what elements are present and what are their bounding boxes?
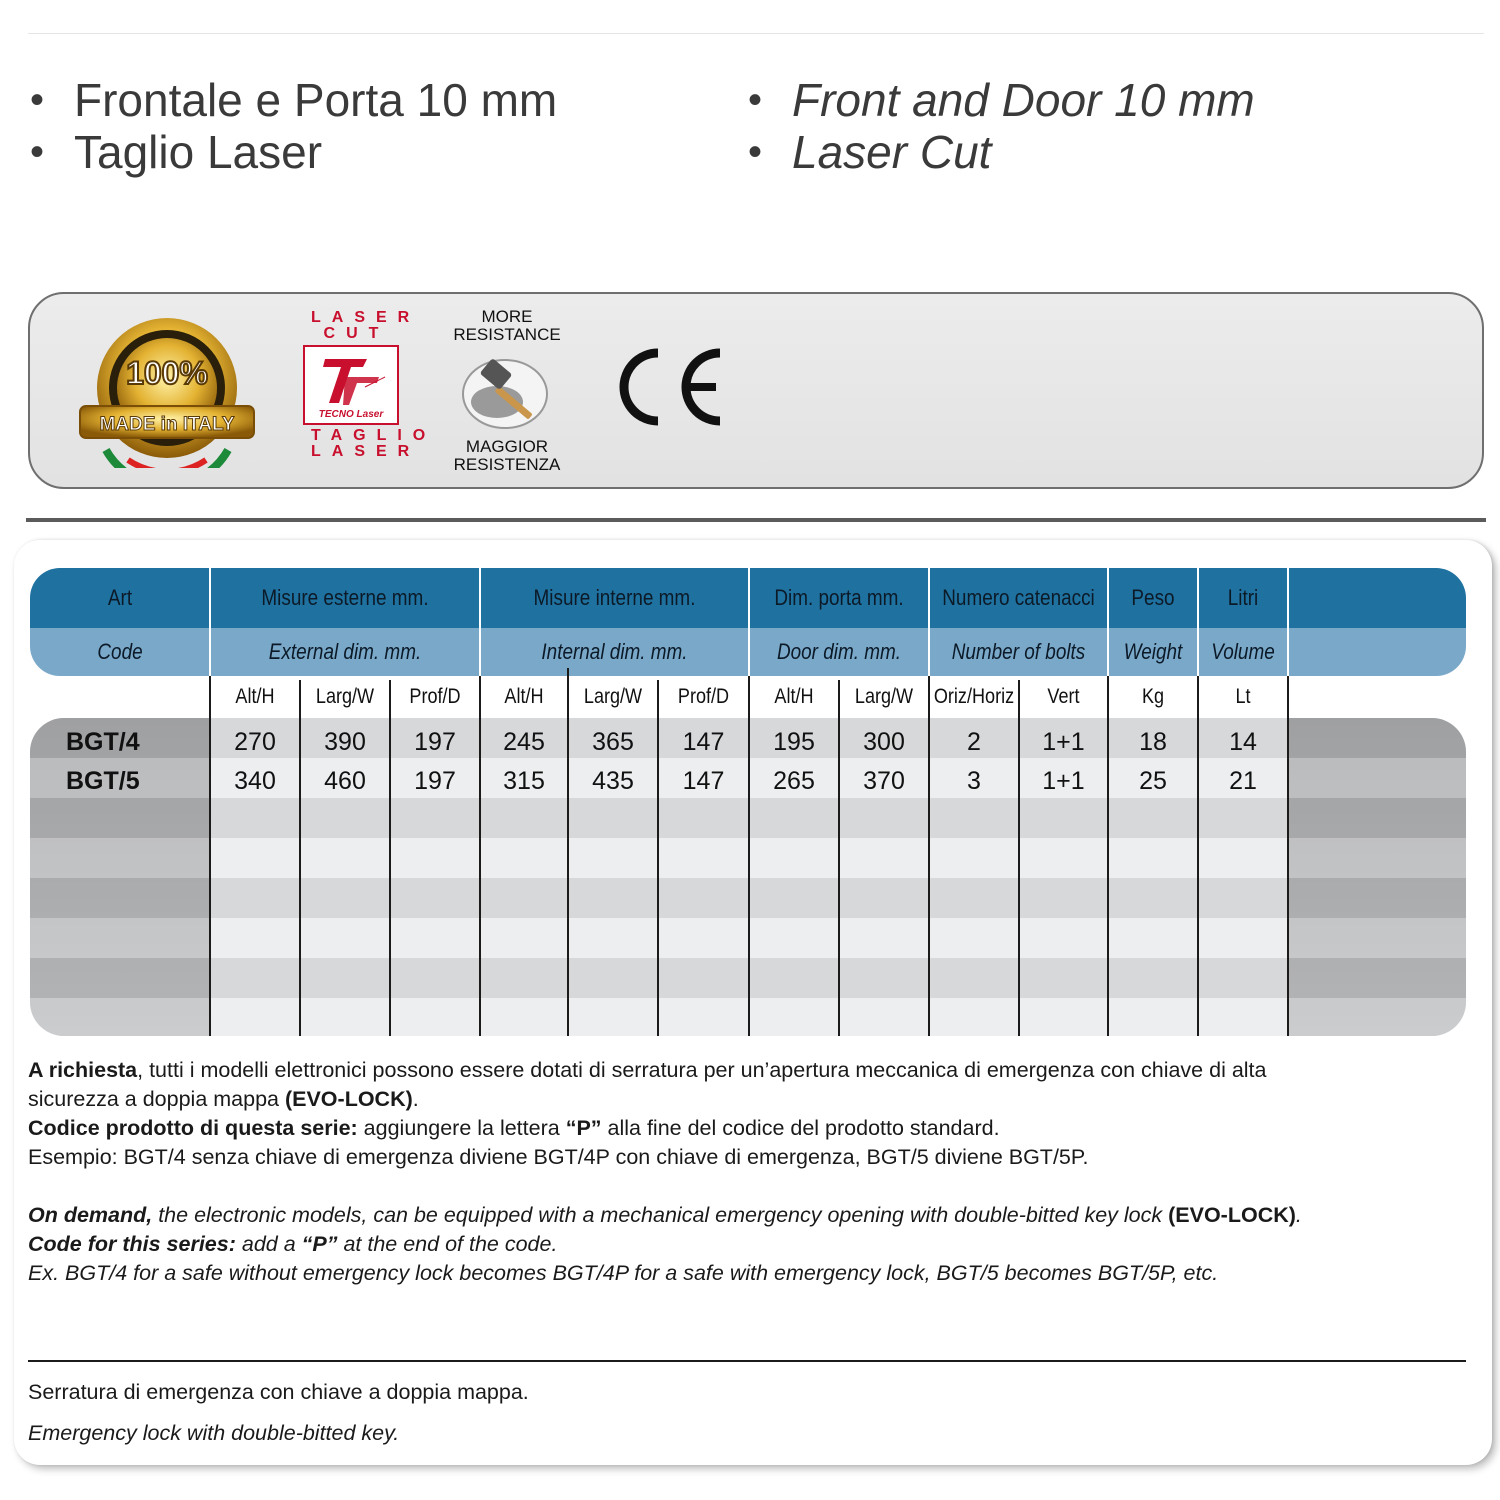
- table-cell: 3: [967, 766, 981, 795]
- column-rule: [1018, 680, 1020, 1036]
- top-rule: [28, 33, 1484, 34]
- badge-percent: 100%: [126, 355, 208, 391]
- column-rule: [748, 568, 750, 1036]
- note-it-1-bold: A richiesta: [28, 1058, 138, 1082]
- features-italian: [30, 74, 557, 178]
- laser-cut-logo: [300, 309, 437, 460]
- resistance-it-1: MAGGIOR: [465, 437, 549, 456]
- cap-stripe: [30, 998, 210, 1036]
- note-en-2-text: add a: [235, 1232, 302, 1256]
- note-it-3: Esempio: BGT/4 senza chiave di emergenza diviene BGT/4P con chiave di emergenza, BGT/5 diviene BGT/5P.: [28, 1145, 1089, 1169]
- cap-stripe: [1288, 718, 1466, 758]
- resistance-it-2: RESISTENZA: [453, 455, 561, 474]
- feature-text: Frontale e Porta 10 mm: [74, 74, 558, 126]
- column-rule: [299, 680, 301, 1036]
- cap-stripe: [1288, 918, 1466, 958]
- table-cell: 390: [324, 727, 366, 756]
- note-en-2-bold: Code for this series:: [28, 1232, 236, 1256]
- feature-item: [748, 126, 1255, 178]
- subheader-10: Kg: [1141, 685, 1165, 708]
- header-en-0: Code: [97, 639, 143, 664]
- bullet: •: [748, 130, 763, 174]
- feature-item: [30, 74, 557, 126]
- row-code: BGT/4: [66, 727, 140, 756]
- column-rule: [1197, 568, 1199, 1036]
- feature-item: [30, 126, 557, 178]
- header-it-2: Misure interne mm.: [533, 585, 696, 610]
- table-cell: 265: [773, 766, 815, 795]
- table-cell: 365: [592, 727, 634, 756]
- note-it-2-end: alla fine del codice del prodotto standard.: [601, 1116, 1000, 1140]
- footer-italian: Serratura di emergenza con chiave a doppia mappa.: [28, 1380, 529, 1404]
- note-it-2-letter: “P”: [565, 1116, 602, 1140]
- table-cell: 197: [414, 727, 456, 756]
- row-code: BGT/5: [66, 766, 140, 795]
- table-cell: 300: [863, 727, 905, 756]
- table-cell: 14: [1229, 727, 1257, 756]
- cap-stripe: [30, 918, 210, 958]
- badge-label: MADE in ITALY: [99, 414, 235, 435]
- table-cell: 340: [234, 766, 276, 795]
- table-cell: 270: [234, 727, 276, 756]
- table-cell: 21: [1229, 766, 1257, 795]
- note-en-2: [28, 1230, 1328, 1259]
- header-it-3: Dim. porta mm.: [774, 585, 904, 610]
- table-cell: 197: [414, 766, 456, 795]
- table-cell: 245: [503, 727, 545, 756]
- note-it-2-text: aggiungere la lettera: [357, 1116, 566, 1140]
- table-cell: 315: [503, 766, 545, 795]
- bullet: •: [30, 78, 45, 122]
- note-it-1: [28, 1056, 1328, 1114]
- header-en-3: Door dim. mm.: [776, 639, 902, 664]
- table-cell: 147: [682, 727, 725, 756]
- cap-stripe: [1288, 758, 1466, 798]
- subheader-6: Alt/H: [774, 685, 814, 708]
- subheader-9: Vert: [1047, 685, 1080, 708]
- note-it-1-end: .: [412, 1087, 419, 1111]
- resistance-en-1: MORE: [481, 307, 533, 326]
- laser-top-2: CUT: [323, 325, 390, 342]
- hammer-icon: [457, 346, 557, 432]
- cap-stripe: [30, 798, 210, 838]
- subheader-3: Alt/H: [504, 685, 544, 708]
- notes-section: [28, 1056, 1328, 1288]
- table-cell: 460: [324, 766, 366, 795]
- column-rule: [1107, 568, 1109, 1036]
- laser-bottom-2: LASER: [311, 443, 421, 460]
- column-rule: [389, 680, 391, 1036]
- header-it-1: Misure esterne mm.: [261, 585, 429, 610]
- subheader-1: Larg/W: [315, 685, 375, 708]
- note-en-3: Ex. BGT/4 for a safe without emergency lock becomes BGT/4P for a safe with emergency lock, BGT/5 becomes BGT/5P, etc.: [28, 1261, 1219, 1285]
- feature-text: Laser Cut: [792, 126, 992, 178]
- cap-stripe: [1288, 998, 1466, 1036]
- tecno-laser-mark: [303, 345, 399, 425]
- note-en-2-end: at the end of the code.: [337, 1232, 558, 1256]
- note-en-1-end: .: [1295, 1203, 1302, 1227]
- subheader-11: Lt: [1235, 685, 1251, 708]
- table-cell: 195: [773, 727, 815, 756]
- note-it-2: [28, 1114, 1328, 1143]
- header-it-5: Peso: [1131, 585, 1175, 610]
- tecno-laser-icon: [305, 347, 397, 423]
- subheader-4: Larg/W: [583, 685, 643, 708]
- header-en-5: Weight: [1123, 639, 1183, 664]
- section-separator: [26, 518, 1486, 522]
- table-right-cap: [1288, 718, 1466, 1036]
- column-rule: [928, 568, 930, 1036]
- subheader-5: Prof/D: [677, 685, 730, 708]
- tecno-laser-brand: TECNO Laser: [318, 409, 384, 420]
- table-cell: 2: [967, 727, 981, 756]
- note-en-2-letter: “P”: [301, 1232, 338, 1256]
- table-cell: 435: [592, 766, 634, 795]
- feature-text: Front and Door 10 mm: [792, 74, 1255, 126]
- footer-english: Emergency lock with double-bitted key.: [28, 1421, 400, 1445]
- header-en-1: External dim. mm.: [268, 639, 422, 664]
- table-cell: 18: [1139, 727, 1167, 756]
- column-rule: [479, 568, 481, 1036]
- features-english: [748, 74, 1255, 178]
- table-cell: 1+1: [1042, 766, 1085, 795]
- note-en-1-bold: On demand,: [28, 1203, 153, 1227]
- table-cell: 147: [682, 766, 725, 795]
- laser-top-1: LASER: [311, 309, 421, 326]
- column-rule: [1287, 568, 1289, 1036]
- header-it-0: Art: [107, 585, 133, 610]
- header-it-4: Numero catenacci: [942, 585, 1095, 610]
- cap-stripe: [1288, 798, 1466, 838]
- made-in-italy-badge-icon: [76, 312, 258, 468]
- feature-text: Taglio Laser: [74, 126, 323, 178]
- header-en-4: Number of bolts: [951, 639, 1086, 664]
- subheader-2: Prof/D: [409, 685, 461, 708]
- bullet: •: [30, 130, 45, 174]
- footer-rule: [28, 1360, 1466, 1362]
- table-cell: 1+1: [1042, 727, 1085, 756]
- laser-bottom-1: TAGLIO: [311, 427, 437, 444]
- header-en-2: Internal dim. mm.: [541, 639, 688, 664]
- note-en-1-text: the electronic models, can be equipped with a mechanical emergency opening with double-bitted key lock: [152, 1203, 1169, 1227]
- note-en-1-lock: (EVO-LOCK): [1168, 1203, 1296, 1227]
- cap-stripe: [30, 838, 210, 878]
- column-rule: [657, 680, 659, 1036]
- subheader-7: Larg/W: [854, 685, 914, 708]
- subheader-0: Alt/H: [235, 685, 275, 708]
- cap-stripe: [30, 878, 210, 918]
- table-cell: 370: [863, 766, 905, 795]
- column-rule: [567, 668, 569, 1036]
- feature-item: [748, 74, 1255, 126]
- subheader-8: Oriz/Horiz: [933, 685, 1015, 708]
- column-rule: [209, 568, 211, 1036]
- table-cell: 25: [1139, 766, 1167, 795]
- resistance-en-2: RESISTANCE: [453, 325, 561, 344]
- cap-stripe: [1288, 958, 1466, 998]
- ce-mark-icon: [610, 345, 730, 429]
- note-it-2-bold: Codice prodotto di questa serie:: [28, 1116, 358, 1140]
- column-rule: [838, 680, 840, 1036]
- note-it-1-text: , tutti i modelli elettronici possono essere dotati di serratura per un’apertura meccanica di emergenza con chiave di alta sicurezza a doppia mappa: [28, 1058, 1267, 1111]
- cap-stripe: [1288, 878, 1466, 918]
- more-resistance-logo: [440, 308, 574, 474]
- note-en-1: [28, 1201, 1328, 1230]
- cap-stripe: [30, 958, 210, 998]
- cap-stripe: [1288, 838, 1466, 878]
- bullet: •: [748, 78, 763, 122]
- note-it-1-lock: (EVO-LOCK): [284, 1087, 413, 1111]
- header-it-6: Litri: [1227, 585, 1259, 610]
- header-en-6: Volume: [1211, 639, 1275, 664]
